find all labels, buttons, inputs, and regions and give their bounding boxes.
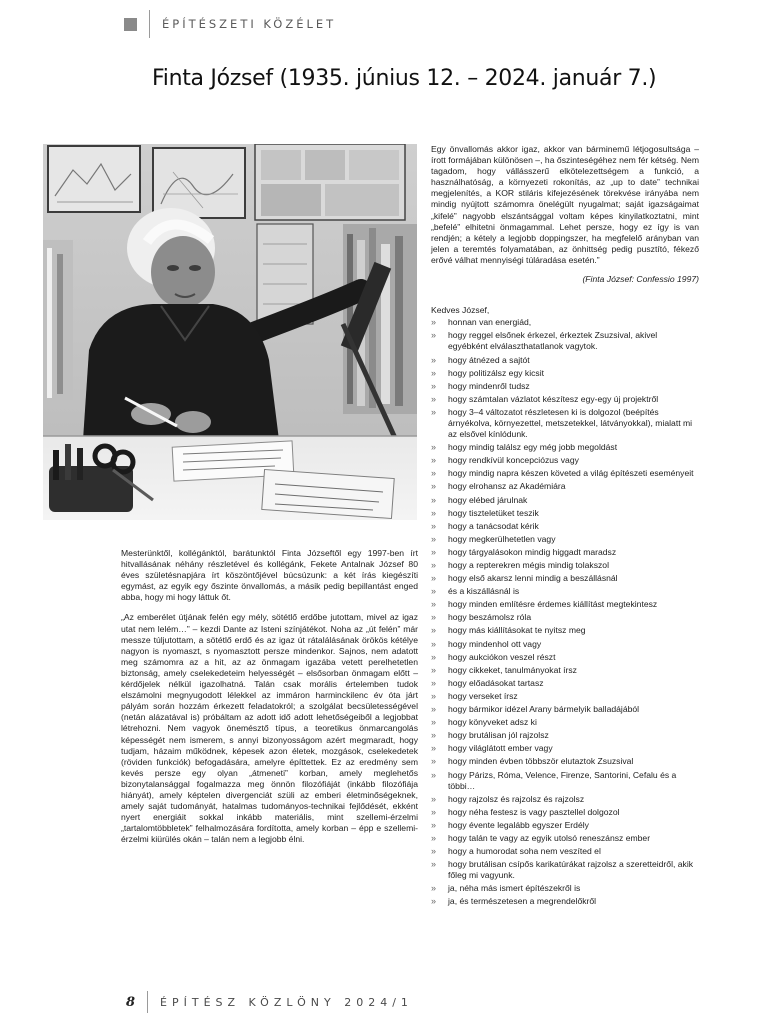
list-item-text: hogy néha festesz is vagy pasztellel dolgozol bbox=[448, 806, 620, 817]
page-footer bbox=[126, 991, 413, 1013]
list-item-text: hogy mindenhol ott vagy bbox=[448, 638, 542, 649]
bullet-marker: » bbox=[431, 612, 437, 623]
right-column bbox=[431, 144, 699, 908]
list-item bbox=[431, 495, 699, 506]
bullet-marker: » bbox=[431, 442, 437, 453]
bullet-marker: » bbox=[431, 704, 437, 715]
bullet-marker: » bbox=[431, 896, 437, 907]
greeting: Kedves József, bbox=[431, 305, 490, 316]
list-item bbox=[431, 508, 699, 519]
list-item bbox=[431, 665, 699, 676]
list-item bbox=[431, 794, 699, 805]
publication-name: ÉPÍTÉSZ KÖZLÖNY 2024/1 bbox=[160, 995, 413, 1009]
bullet-marker: » bbox=[431, 625, 437, 636]
list-item bbox=[431, 883, 699, 894]
list-item-text: hogy aukciókon veszel részt bbox=[448, 651, 556, 662]
list-item-text: ja, néha más ismert építészekről is bbox=[448, 883, 581, 894]
list-item-text: hogy évente legalább egyszer Erdély bbox=[448, 819, 589, 830]
list-item bbox=[431, 859, 699, 881]
bullet-marker: » bbox=[431, 481, 437, 492]
list-item-text: hogy politizálsz egy kicsit bbox=[448, 367, 545, 378]
list-item bbox=[431, 896, 699, 907]
list-item bbox=[431, 820, 699, 831]
bullet-marker: » bbox=[431, 599, 437, 610]
list-item bbox=[431, 573, 699, 584]
list-item bbox=[431, 833, 699, 844]
bullet-marker: » bbox=[431, 859, 437, 870]
list-item bbox=[431, 599, 699, 610]
list-item-text: hogy a repterekren mégis mindig tolakszol bbox=[448, 560, 609, 570]
list-item-text: hogy számtalan vázlatot készítesz egy-egy új projektről bbox=[448, 393, 659, 404]
list-item-text: hogy cikkeket, tanulmányokat írsz bbox=[448, 664, 577, 675]
bullet-marker: » bbox=[431, 769, 437, 780]
list-item bbox=[431, 368, 699, 379]
list-item-text: hogy verseket írsz bbox=[448, 690, 518, 701]
list-item bbox=[431, 521, 699, 532]
list-item-text: hogy első akarsz lenni mindig a beszállásnál bbox=[448, 573, 618, 584]
section-title: ÉPÍTÉSZETI KÖZÉLET bbox=[162, 17, 337, 31]
bullet-marker: » bbox=[431, 819, 437, 830]
bullet-marker: » bbox=[431, 455, 437, 466]
header-divider bbox=[149, 10, 150, 38]
bullet-marker: » bbox=[431, 717, 437, 728]
list-item bbox=[431, 442, 699, 453]
list-item-text: hogy a humorodat soha nem veszíted el bbox=[448, 846, 601, 857]
list-item-text: hogy átnézed a sajtót bbox=[448, 354, 530, 365]
bullet-marker: » bbox=[431, 730, 437, 741]
bullet-marker: » bbox=[431, 883, 437, 894]
bullet-marker: » bbox=[431, 468, 437, 479]
list-item bbox=[431, 612, 699, 623]
list-item-text: hogy reggel elsőnek érkezel, érkeztek Zsuzsival, akivel egyébként elválaszthatatlanok vagytok. bbox=[448, 330, 658, 352]
bullet-marker: » bbox=[431, 507, 437, 518]
list-item bbox=[431, 639, 699, 650]
list-item-text: honnan van energiád, bbox=[448, 317, 532, 328]
bullet-marker: » bbox=[431, 367, 437, 378]
bullet-marker: » bbox=[431, 380, 437, 391]
list-item-text: hogy minden évben többször elutaztok Zsuzsival bbox=[448, 756, 634, 767]
list-item-text: hogy elrohansz az Akadémiára bbox=[448, 481, 566, 492]
list-item bbox=[431, 717, 699, 728]
footer-divider bbox=[147, 991, 148, 1013]
bullet-marker: » bbox=[431, 546, 437, 557]
intro-paragraph: Mesterünktől, kollégánktól, barátunktól Finta Józseftől egy 1997-ben írt hitvallásának néhány részletével és kollégánk, Fekete Antalnak József 80 éves születésnapjára írt köszöntőjével búcsúzunk: a két írás kiegészíti egymást, az egyik egy őszinte önvallomás, a másik pedig bepillantást enged abba, hogy mi hogy láttuk őt. bbox=[121, 548, 418, 603]
list-item-text: hogy mindenről tudsz bbox=[448, 380, 530, 391]
list-item-text: hogy mindig napra készen követed a világ építészeti eseményeit bbox=[448, 468, 694, 479]
list-item-text: hogy tiszteletüket teszik bbox=[448, 507, 539, 518]
list-item bbox=[431, 652, 699, 663]
list-item bbox=[431, 481, 699, 492]
list-item bbox=[431, 355, 699, 366]
list-item bbox=[431, 846, 699, 857]
list-item-text: hogy bármikor idézel Arany bármelyik balladájából bbox=[448, 704, 640, 715]
list-item bbox=[431, 730, 699, 741]
list-item-text: hogy beszámolsz róla bbox=[448, 612, 532, 623]
section-header bbox=[124, 10, 336, 38]
bullet-marker: » bbox=[431, 560, 437, 570]
bullet-marker: » bbox=[431, 317, 437, 328]
list-item-text: hogy mindig találsz egy még jobb megoldást bbox=[448, 442, 618, 453]
list-item bbox=[431, 678, 699, 689]
article-title: Finta József (1935. június 12. – 2024. január 7.) bbox=[152, 66, 657, 91]
list-item bbox=[431, 704, 699, 715]
list-item-text: hogy minden említésre érdemes kiállítást megtekintesz bbox=[448, 599, 658, 610]
list-item bbox=[431, 807, 699, 818]
list-item-text: ja, és természetesen a megrendelőkről bbox=[448, 896, 597, 907]
page-number: 8 bbox=[126, 994, 136, 1010]
bullet-marker: » bbox=[431, 743, 437, 754]
list-item-text: hogy a tanácsodat kérik bbox=[448, 520, 539, 531]
confession-continued-paragraph: Egy önvallomás akkor igaz, akkor van bárminemű létjogosultsága – írott formájában különösen –, ha őszinteségéhez nem fér kétség. Nem tagadom, hogy vállásszerű elkötelezettségem a funkció, a használhatóság, a környezeti rokonítás, az „up to date” technikai megjelenítés, a KOR stiláris kifejezésének törekvése irányába nem mindig nyújtott számomra önelégült nyugalmat; saját igazságaimat „kifelé” nagyobb elszántsággal voltam képes kinyilatkoztatni, mint „befelé” elhitetni önmagammal. Lehet persze, hogy ez így is van rendjén; a kétely a legjobb doppingszer, ha megfelelő arányban van jelen a teremtés folyamatában, az önhittség pedig pusztító, fékező erővé válhat mennyiségi túláradása esetén.” bbox=[431, 144, 699, 265]
list-item bbox=[431, 394, 699, 405]
list-item bbox=[431, 770, 699, 792]
quote-source: (Finta József: Confessio 1997) bbox=[582, 274, 699, 285]
bullet-marker: » bbox=[431, 393, 437, 404]
bullet-marker: » bbox=[431, 330, 437, 341]
list-item-text: hogy más kiállításokat te nyitsz meg bbox=[448, 625, 586, 636]
list-item-text: hogy rendkívül koncepciózus vagy bbox=[448, 455, 579, 466]
bullet-marker: » bbox=[431, 664, 437, 675]
list-item bbox=[431, 625, 699, 636]
list-item-text: hogy világlátott ember vagy bbox=[448, 743, 553, 754]
list-item-text: hogy brutálisan jól rajzolsz bbox=[448, 730, 549, 741]
bullet-marker: » bbox=[431, 573, 437, 584]
bullet-marker: » bbox=[431, 832, 437, 843]
left-column bbox=[121, 548, 418, 845]
bullet-marker: » bbox=[431, 494, 437, 505]
list-item-text: hogy talán te vagy az egyik utolsó reneszánsz ember bbox=[448, 832, 651, 843]
bullet-marker: » bbox=[431, 793, 437, 804]
bullet-marker: » bbox=[431, 690, 437, 701]
list-item bbox=[431, 691, 699, 702]
list-item-text: hogy előadásokat tartasz bbox=[448, 677, 544, 688]
list-item bbox=[431, 586, 699, 597]
bullet-marker: » bbox=[431, 677, 437, 688]
bullet-marker: » bbox=[431, 533, 437, 544]
bullet-marker: » bbox=[431, 586, 437, 597]
list-item bbox=[431, 756, 699, 767]
list-item bbox=[431, 534, 699, 545]
bullet-marker: » bbox=[431, 520, 437, 531]
list-item-text: hogy tárgyalásokon mindig higgadt maradsz bbox=[448, 546, 617, 557]
list-item bbox=[431, 468, 699, 479]
list-item bbox=[431, 330, 699, 352]
list-item-text: hogy könyveket adsz ki bbox=[448, 717, 537, 728]
bullet-marker: » bbox=[431, 756, 437, 767]
list-item-text: hogy elébed járulnak bbox=[448, 494, 528, 505]
list-item-text: hogy brutálisan csípős karikatúrákat rajzolsz a szeretteidről, akik főleg mi vagyunk. bbox=[448, 859, 694, 881]
bullet-marker: » bbox=[431, 406, 437, 417]
confession-paragraph: „Az emberélet útjának felén egy mély, sötétlő erdőbe jutottam, mivel az igaz utat nem lelém…” – kezdi Dante az Isteni színjátékot. Noha az „út felén” már messze túljutottam, a sötétlő erdő és az igaz út rátalálásának örökös kétélye nagyon is nyomaszt, s nyomasztott persze mindenkor. Sajnos, nem adatott meg számomra az a hit, az az önmagam igazába vetett perelhetetlen biztonság, amely cselekedeteim helyességét – elsősorban önmagam előtt – kérdőjelek nélkül igazolhatná. Talán csak morális értelemben tudok elszámolni megnyugodott lélekkel az immáron harminckilenc év óta járt pályám során hozzám érkezett feladatokról; a szolgálat becsületességével (netán alázatával is) próbáltam az adott idő adott lehetőségeiből a legjobbat létrehozni. Nem vagyok önemésztő típus, a teoretikus önmarcangolás képességét nem ismerem, s annyi bizonyosságom azért megmaradt, hogy tudjam, házaim működnek, képesek azon életek, mozgások, cselekedetek (röviden funkciók) befogadására, amelyre építtettek. Ez az eredmény sem kevés persze egy olyan „átmeneti” korban, amely meglehetős bizonytalansággal fogalmazza meg önnön filozófiáját (inkább filozófiája hiányát), amely képtelen divergenciát szüli az emberi életminőségeknek, amely saját tudományát, hatalmas tudományos-technikai fejlődését, ekként nyert energiáit sokkal inkább materiális, mint szellemi-érzelmi „tartalomtöbbletek” felhalmozására fordította, amely korban – épp e szellemi-érzelmi kiürülés okán – talán nem a legjobb élni. bbox=[121, 612, 418, 845]
bullet-marker: » bbox=[431, 638, 437, 649]
list-item-text: hogy Párizs, Róma, Velence, Firenze, Santorini, Cefalu és a többi… bbox=[448, 769, 677, 791]
bullet-marker: » bbox=[431, 806, 437, 817]
tribute-list bbox=[431, 317, 699, 907]
list-item-text: hogy megkerülhetetlen vagy bbox=[448, 533, 556, 544]
list-item bbox=[431, 381, 699, 392]
list-item-text: és a kiszállásnál is bbox=[448, 586, 520, 597]
list-item bbox=[431, 547, 699, 558]
list-item bbox=[431, 407, 699, 440]
list-item bbox=[431, 743, 699, 754]
list-item bbox=[431, 455, 699, 466]
bullet-marker: » bbox=[431, 846, 437, 857]
list-item-text: hogy rajzolsz és rajzolsz és rajzolsz bbox=[448, 793, 585, 804]
list-item-text: hogy 3–4 változatot részletesen ki is dolgozol (beépítés árnyékolva, környezettel, metszetekkel, látványokkal), mialatt mi az elsővel kínlódunk. bbox=[448, 406, 693, 440]
list-item bbox=[431, 317, 699, 328]
portrait-photo bbox=[43, 144, 417, 520]
list-item bbox=[431, 560, 699, 571]
bullet-marker: » bbox=[431, 354, 437, 365]
bullet-marker: » bbox=[431, 651, 437, 662]
section-marker bbox=[124, 18, 137, 31]
